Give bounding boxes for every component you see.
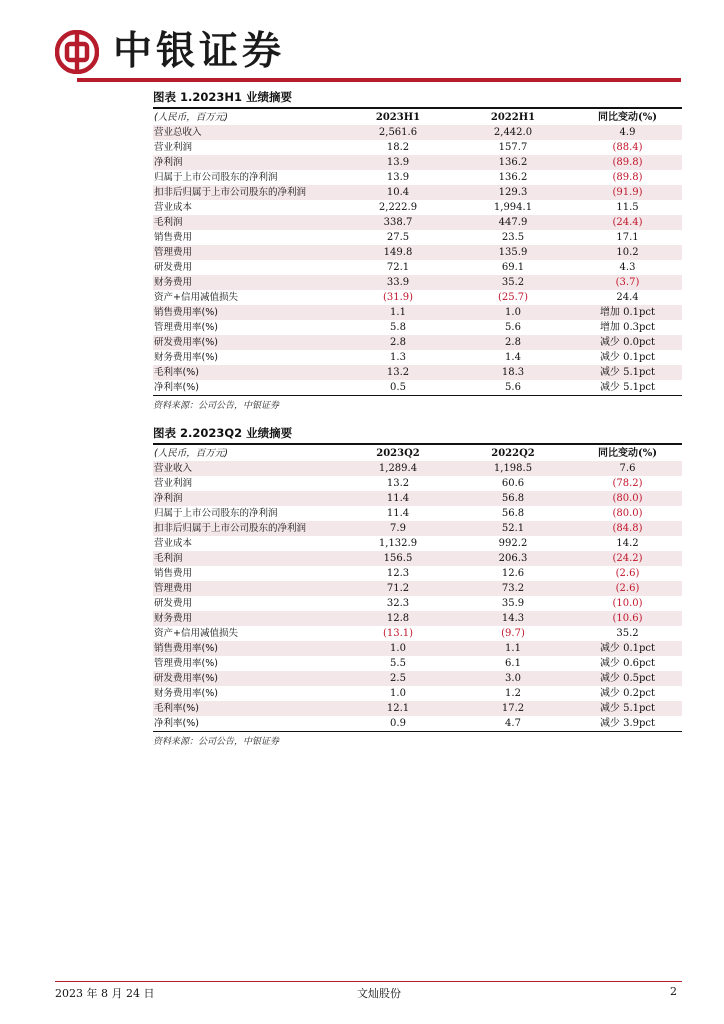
row-value-change: 4.3: [619, 262, 636, 273]
table-row: [153, 491, 682, 506]
row-value-change: (78.2): [612, 478, 643, 489]
table2-col1-header: 2023Q2: [376, 447, 420, 459]
table-row: [153, 320, 682, 335]
table-row: [153, 686, 682, 701]
row-label: 财务费用: [153, 611, 343, 626]
table2-header-row: [153, 445, 682, 461]
table-row: [153, 305, 682, 320]
row-label: 净利率(%): [154, 382, 199, 393]
row-value-change: 增加 0.1pct: [573, 305, 682, 320]
row-label: 营业利润: [154, 478, 193, 489]
table-row: [153, 260, 682, 275]
table1-col2-header: 2022H1: [490, 111, 536, 123]
bank-of-china-logo-icon: [55, 30, 99, 74]
header-divider: [77, 78, 681, 82]
table-row: [153, 461, 682, 476]
row-value-prior: 56.8: [453, 491, 573, 506]
row-value-change: (89.8): [612, 172, 643, 183]
row-value-current: 10.4: [343, 185, 453, 200]
row-value-current: 13.9: [386, 172, 410, 183]
row-value-prior: 1.0: [453, 305, 573, 320]
row-value-prior: 5.6: [505, 322, 521, 333]
row-label: 管理费用率(%): [154, 322, 218, 333]
table-row: [153, 335, 682, 350]
row-value-prior: 12.6: [501, 568, 525, 579]
row-value-prior: 6.1: [505, 658, 521, 669]
row-value-current: 0.9: [390, 718, 406, 729]
row-value-prior: 1.1: [453, 641, 573, 656]
row-value-current: 27.5: [386, 232, 410, 243]
table-row: [153, 656, 682, 671]
row-value-current: 1.1: [343, 305, 453, 320]
table1-header-row: [153, 109, 682, 125]
table-row: [153, 521, 682, 536]
table-row: [153, 155, 682, 170]
row-value-change: 7.6: [573, 461, 682, 476]
page-header: [0, 0, 724, 84]
row-value-prior: 23.5: [501, 232, 525, 243]
row-value-prior: 2.8: [453, 335, 573, 350]
table2-bottom-rule: [153, 731, 682, 732]
row-value-prior: 35.2: [453, 275, 573, 290]
row-value-change: (24.2): [573, 551, 682, 566]
footer-company: 文灿股份: [357, 987, 401, 1000]
table-row: [153, 185, 682, 200]
row-value-prior: 2,442.0: [453, 125, 573, 140]
row-value-change: 减少 0.0pct: [573, 335, 682, 350]
row-label: 销售费用率(%): [153, 305, 343, 320]
row-value-current: 13.9: [343, 155, 453, 170]
row-label: 扣非后归属于上市公司股东的净利润: [153, 185, 343, 200]
row-label: 管理费用: [153, 245, 343, 260]
footer-date: 2023 年 8 月 24 日: [55, 987, 155, 1000]
row-label: 净利润: [153, 155, 343, 170]
row-value-prior: 129.3: [453, 185, 573, 200]
table-row: [153, 140, 682, 155]
table-row: [153, 125, 682, 140]
row-label: 归属于上市公司股东的净利润: [154, 172, 278, 183]
table-row: [153, 476, 682, 491]
row-value-current: 13.2: [343, 365, 453, 380]
table1-title: 图表 1.2023H1 业绩摘要: [153, 90, 293, 104]
row-value-change: 减少 0.6pct: [599, 658, 656, 669]
row-value-change: (80.0): [612, 508, 643, 519]
row-value-prior: 447.9: [453, 215, 573, 230]
row-value-prior: 5.6: [505, 382, 521, 393]
row-value-current: 33.9: [343, 275, 453, 290]
row-value-current: 1.0: [390, 688, 406, 699]
table-row: [153, 566, 682, 581]
row-value-prior: 56.8: [501, 508, 525, 519]
table1: [153, 109, 682, 395]
row-value-current: 1,289.4: [343, 461, 453, 476]
table1-col1-header: 2023H1: [375, 111, 421, 123]
row-value-change: 减少 0.5pct: [573, 671, 682, 686]
row-label: 销售费用: [154, 232, 193, 243]
table-row: [153, 200, 682, 215]
table2-source: 资料来源：公司公告，中银证券: [153, 737, 280, 747]
table-row: [153, 641, 682, 656]
row-value-change: (91.9): [573, 185, 682, 200]
table-row: [153, 170, 682, 185]
table1-source: 资料来源：公司公告，中银证券: [153, 401, 280, 411]
row-value-change: 24.4: [616, 292, 639, 303]
row-label: 财务费用: [153, 275, 343, 290]
table2-unit: (人民币，百万元): [154, 447, 228, 459]
row-label: 销售费用率(%): [153, 641, 343, 656]
row-label: 财务费用率(%): [154, 352, 218, 363]
row-value-current: 1,132.9: [378, 538, 418, 549]
row-value-change: (84.8): [573, 521, 682, 536]
row-label: 营业成本: [154, 202, 193, 213]
table-row: [153, 290, 682, 305]
row-value-change: 增加 0.3pct: [599, 322, 656, 333]
row-value-prior: 1,198.5: [453, 461, 573, 476]
row-value-change: 14.2: [616, 538, 639, 549]
table-row: [153, 536, 682, 551]
table2-title: 图表 2.2023Q2 业绩摘要: [153, 426, 293, 440]
row-label: 资产+信用减值损失: [154, 292, 238, 303]
row-value-prior: 136.2: [453, 155, 573, 170]
row-value-current: 11.4: [343, 491, 453, 506]
row-value-change: (2.6): [573, 581, 682, 596]
row-value-current: 32.3: [386, 598, 410, 609]
row-value-prior: 206.3: [453, 551, 573, 566]
table-row: [153, 365, 682, 380]
row-value-prior: 17.2: [453, 701, 573, 716]
row-value-change: (10.0): [612, 598, 643, 609]
row-value-prior: 4.7: [505, 718, 521, 729]
row-value-change: 11.5: [616, 202, 639, 213]
table1-section: [153, 88, 682, 414]
table-row: [153, 380, 682, 395]
row-value-current: 2,222.9: [378, 202, 418, 213]
row-value-current: 149.8: [343, 245, 453, 260]
row-value-current: 13.2: [386, 478, 410, 489]
table-row: [153, 551, 682, 566]
row-value-prior: 1.4: [505, 352, 521, 363]
row-value-change: (80.0): [573, 491, 682, 506]
row-value-change: (24.4): [573, 215, 682, 230]
row-value-prior: 14.3: [453, 611, 573, 626]
row-label: 管理费用率(%): [154, 658, 218, 669]
row-value-current: 338.7: [343, 215, 453, 230]
row-value-change: (89.8): [573, 155, 682, 170]
table-row: [153, 350, 682, 365]
row-value-prior: 1.2: [505, 688, 521, 699]
row-label: 净利润: [153, 491, 343, 506]
table-row: [153, 701, 682, 716]
row-value-change: 减少 5.1pct: [573, 701, 682, 716]
row-label: 营业总收入: [153, 125, 343, 140]
row-value-prior: 69.1: [501, 262, 525, 273]
row-value-current: 12.1: [343, 701, 453, 716]
row-value-current: 71.2: [343, 581, 453, 596]
row-value-change: 4.9: [573, 125, 682, 140]
row-label: 毛利率(%): [153, 701, 343, 716]
row-value-change: 10.2: [573, 245, 682, 260]
row-value-change: 减少 3.9pct: [599, 718, 656, 729]
row-label: 财务费用率(%): [154, 688, 218, 699]
row-value-current: 156.5: [343, 551, 453, 566]
table-row: [153, 581, 682, 596]
table2-col3-header: 同比变动(%): [598, 447, 657, 459]
row-label: 研发费用率(%): [153, 335, 343, 350]
table-row: [153, 626, 682, 641]
table-row: [153, 596, 682, 611]
row-label: 毛利润: [153, 215, 343, 230]
row-label: 研发费用: [154, 598, 193, 609]
table-row: [153, 275, 682, 290]
table-row: [153, 230, 682, 245]
row-value-prior: 3.0: [453, 671, 573, 686]
row-value-prior: 1,994.1: [493, 202, 533, 213]
row-value-current: 72.1: [386, 262, 410, 273]
row-value-change: 35.2: [616, 628, 639, 639]
table1-col3-header: 同比变动(%): [598, 111, 657, 123]
row-value-prior: 52.1: [453, 521, 573, 536]
row-value-change: 17.1: [616, 232, 639, 243]
footer-divider: [55, 981, 682, 982]
row-value-current: (13.1): [382, 628, 414, 639]
row-label: 管理费用: [153, 581, 343, 596]
row-value-change: 减少 0.1pct: [573, 641, 682, 656]
row-label: 营业收入: [153, 461, 343, 476]
row-value-change: (10.6): [573, 611, 682, 626]
row-value-change: (2.6): [615, 568, 640, 579]
row-value-prior: 35.9: [501, 598, 525, 609]
row-value-change: 减少 0.2pct: [599, 688, 656, 699]
table2-col2-header: 2022Q2: [491, 447, 535, 459]
row-value-prior: 73.2: [453, 581, 573, 596]
row-value-current: 7.9: [343, 521, 453, 536]
row-value-prior: (9.7): [501, 628, 525, 639]
row-value-change: 减少 0.1pct: [599, 352, 656, 363]
row-value-current: 12.8: [343, 611, 453, 626]
row-value-current: 1.0: [343, 641, 453, 656]
row-label: 营业利润: [154, 142, 193, 153]
row-value-prior: 135.9: [453, 245, 573, 260]
row-value-current: 12.3: [386, 568, 410, 579]
row-value-current: 2.5: [343, 671, 453, 686]
row-value-change: (3.7): [573, 275, 682, 290]
row-label: 毛利润: [153, 551, 343, 566]
table-row: [153, 245, 682, 260]
row-value-change: 减少 5.1pct: [599, 382, 656, 393]
row-label: 营业成本: [154, 538, 193, 549]
row-value-current: 18.2: [386, 142, 410, 153]
row-value-current: 2.8: [343, 335, 453, 350]
brand-name: 中银证券: [113, 29, 286, 74]
table-row: [153, 506, 682, 521]
table1-unit: (人民币，百万元): [154, 111, 228, 123]
table2: [153, 445, 682, 731]
row-value-current: 2,561.6: [343, 125, 453, 140]
row-label: 归属于上市公司股东的净利润: [154, 508, 278, 519]
row-value-current: 5.5: [390, 658, 406, 669]
row-label: 研发费用率(%): [153, 671, 343, 686]
row-label: 扣非后归属于上市公司股东的净利润: [153, 521, 343, 536]
footer-page-number: 2: [670, 985, 677, 998]
row-value-prior: 157.7: [498, 142, 528, 153]
row-value-prior: 18.3: [453, 365, 573, 380]
row-value-change: 减少 5.1pct: [573, 365, 682, 380]
row-value-current: 11.4: [386, 508, 410, 519]
row-label: 毛利率(%): [153, 365, 343, 380]
row-label: 净利率(%): [154, 718, 199, 729]
row-value-prior: 136.2: [498, 172, 528, 183]
row-value-prior: 60.6: [501, 478, 525, 489]
table2-section: [153, 424, 682, 750]
row-value-current: 5.8: [390, 322, 406, 333]
table-row: [153, 611, 682, 626]
table-row: [153, 215, 682, 230]
row-value-prior: (25.7): [497, 292, 529, 303]
table-row: [153, 671, 682, 686]
row-value-current: (31.9): [382, 292, 414, 303]
row-value-prior: 992.2: [498, 538, 528, 549]
row-value-current: 1.3: [390, 352, 406, 363]
table1-bottom-rule: [153, 395, 682, 396]
row-label: 销售费用: [154, 568, 193, 579]
row-value-change: (88.4): [612, 142, 643, 153]
row-value-current: 0.5: [390, 382, 406, 393]
row-label: 资产+信用减值损失: [154, 628, 238, 639]
table-row: [153, 716, 682, 731]
row-label: 研发费用: [154, 262, 193, 273]
